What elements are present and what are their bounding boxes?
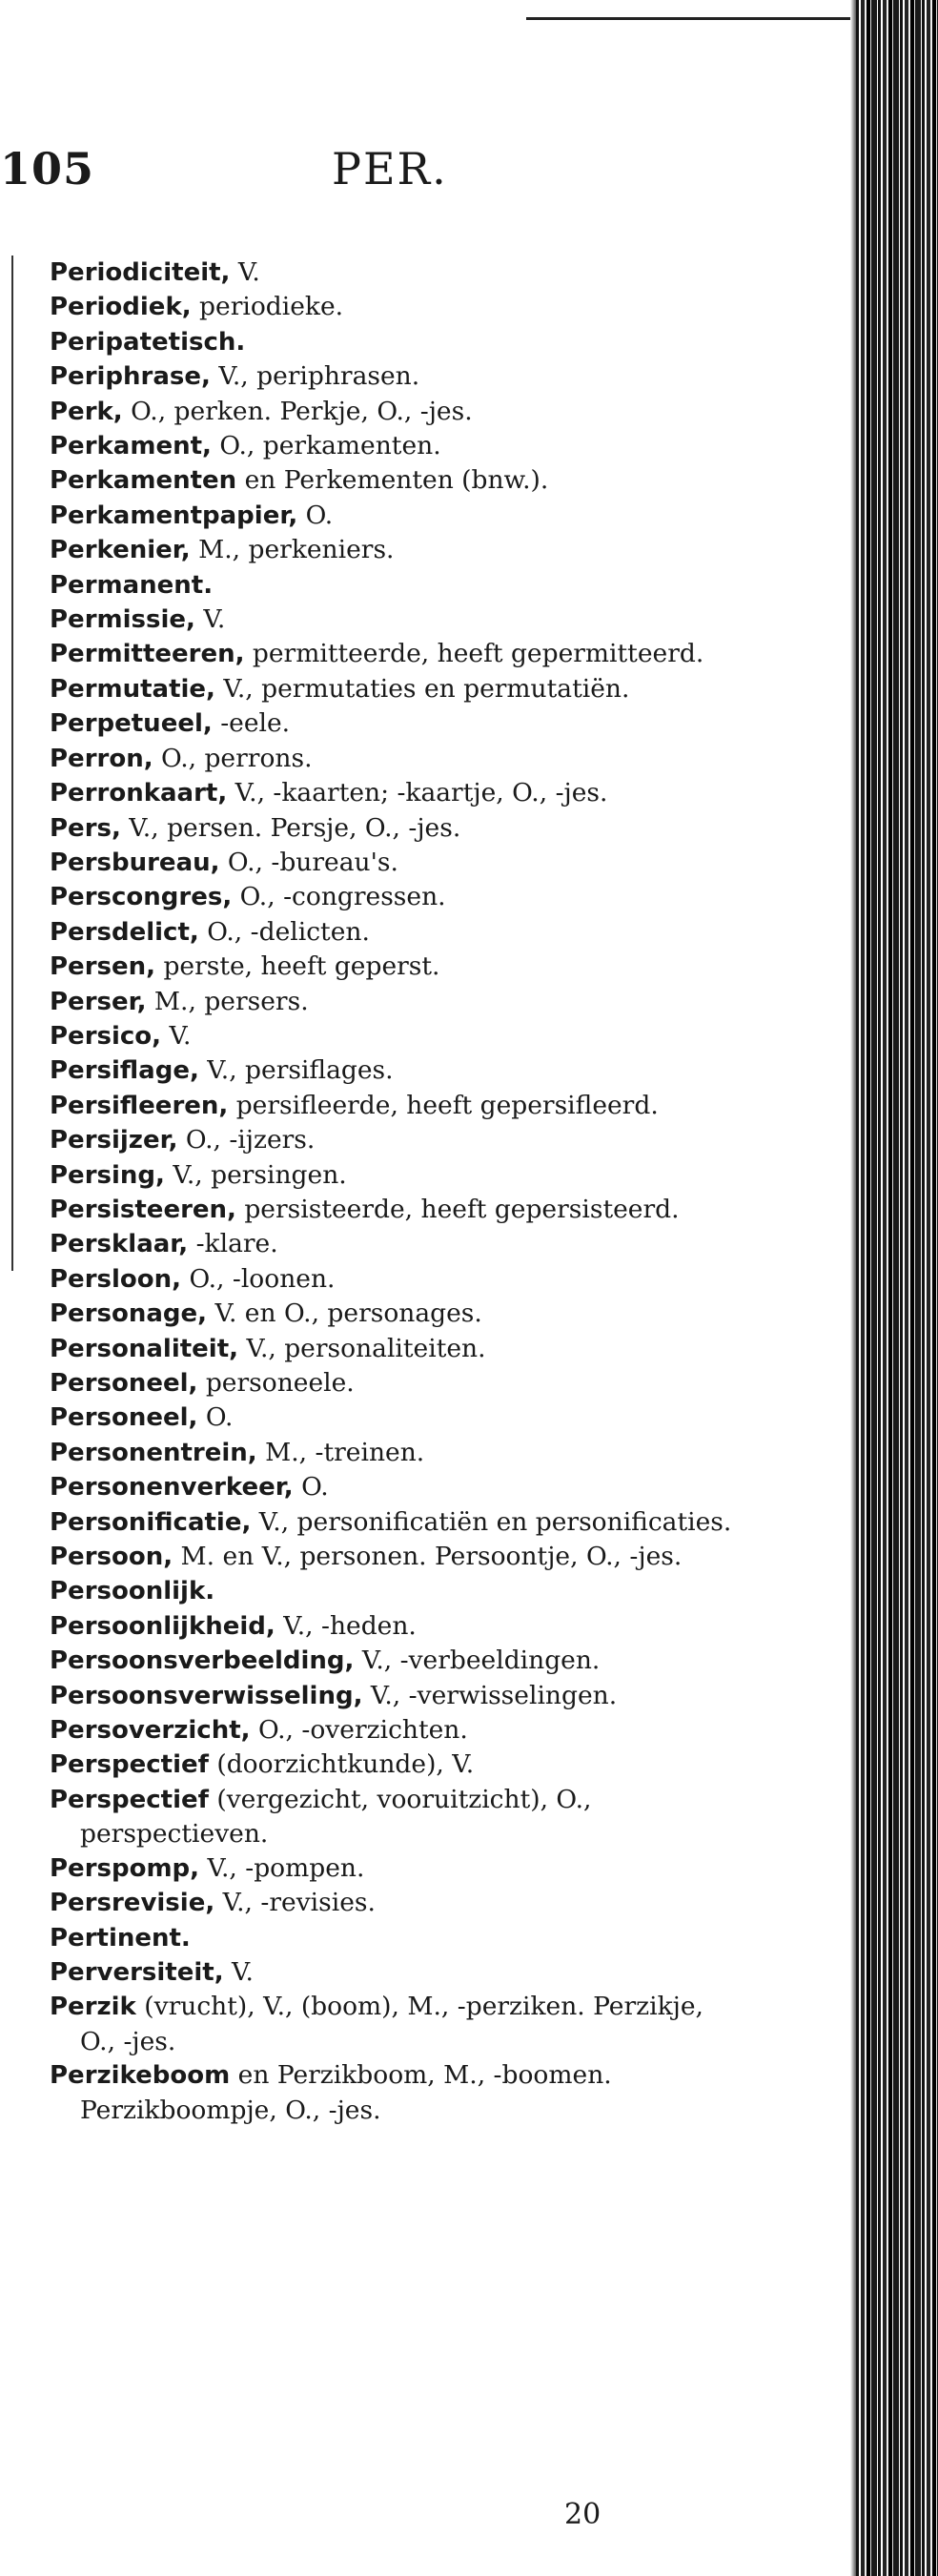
- entry-definition: V., -verbeeldingen.: [354, 1646, 601, 1676]
- dictionary-entry: [50, 1644, 736, 1678]
- dictionary-entry: [50, 359, 736, 394]
- dictionary-entry: [50, 915, 736, 950]
- entry-definition: M., -treinen.: [256, 1437, 425, 1467]
- entry-headword: Perzikeboom: [50, 2061, 231, 2091]
- dictionary-entry: [50, 568, 736, 603]
- entry-definition: O., -ijzers.: [177, 1125, 316, 1155]
- dictionary-entry: [50, 811, 736, 846]
- dictionary-entry: [50, 1366, 736, 1400]
- entry-definition: persifleerde, heeft gepersifleerd.: [228, 1090, 659, 1120]
- entry-headword: Permissie,: [50, 605, 195, 635]
- dictionary-entry: [50, 1574, 736, 1608]
- entry-headword: Pertinent.: [50, 1923, 191, 1952]
- entry-definition: O., -bureau's.: [219, 847, 398, 877]
- entry-headword: Permitteeren,: [50, 640, 245, 669]
- dictionary-entry: [50, 1748, 736, 1782]
- entry-headword: Persiflage,: [50, 1056, 199, 1086]
- page-number: 105: [0, 143, 95, 194]
- dictionary-entry: [50, 1851, 736, 1886]
- entry-definition: (vrucht), V., (boom), M., -perziken. Perzikje, O., -jes.: [80, 1992, 704, 2056]
- entry-definition: -eele.: [212, 708, 291, 739]
- entry-definition: V., persen. Persje, O., -jes.: [120, 812, 461, 843]
- entry-headword: Personeel,: [50, 1369, 198, 1398]
- dictionary-entry: [50, 499, 736, 533]
- entry-definition: personeele.: [197, 1368, 355, 1398]
- dictionary-entry: [50, 672, 736, 706]
- entry-headword: Perkamenten: [50, 466, 237, 496]
- dictionary-entry: [50, 1123, 736, 1157]
- entry-headword: Persoonlijk.: [50, 1577, 215, 1606]
- dictionary-entry: [50, 1227, 736, 1261]
- dictionary-entry: [50, 1297, 736, 1331]
- dictionary-entry: [50, 846, 736, 880]
- signature-mark: 20: [564, 2498, 602, 2531]
- entry-definition: V.: [223, 1956, 254, 1987]
- entry-headword: Persico,: [50, 1021, 162, 1051]
- dictionary-entry: [50, 429, 736, 463]
- entry-headword: Personenverkeer,: [50, 1473, 294, 1503]
- dictionary-entry: [50, 776, 736, 810]
- entry-headword: Periphrase,: [50, 362, 211, 392]
- entry-headword: Perversiteit,: [50, 1957, 224, 1987]
- dictionary-entry: [50, 1921, 736, 1955]
- entry-definition: O., perken. Perkje, O., -jes.: [122, 396, 473, 426]
- entry-headword: Perkamentpapier,: [50, 501, 298, 530]
- dictionary-entry: [50, 395, 736, 429]
- entry-headword: Perkenier,: [50, 536, 191, 565]
- entry-definition: M. en V., personen. Persoontje, O., -jes.: [173, 1542, 683, 1572]
- dictionary-entry: [50, 1436, 736, 1470]
- dictionary-entry: [50, 1089, 736, 1123]
- entry-definition: V., permutaties en permutatiën.: [214, 673, 630, 704]
- entry-headword: Persisteeren,: [50, 1195, 236, 1224]
- entry-headword: Perkament,: [50, 432, 212, 461]
- dictionary-entry: [50, 463, 736, 498]
- entry-headword: Perspectief: [50, 1785, 209, 1814]
- entry-headword: Persrevisie,: [50, 1889, 215, 1918]
- entry-headword: Permanent.: [50, 570, 214, 600]
- top-rule: [526, 17, 869, 20]
- dictionary-entry: [50, 950, 736, 984]
- entry-definition: V.: [161, 1020, 192, 1051]
- dictionary-entry: [50, 325, 736, 359]
- dictionary-entry: [50, 1679, 736, 1713]
- entry-headword: Personentrein,: [50, 1438, 257, 1467]
- entry-headword: Persing,: [50, 1160, 165, 1190]
- dictionary-entry: [50, 1470, 736, 1504]
- entry-headword: Persloon,: [50, 1264, 182, 1294]
- entry-definition: M., persers.: [146, 986, 309, 1016]
- entry-definition: en Perkementen (bnw.).: [236, 465, 549, 496]
- entry-headword: Periodiciteit,: [50, 258, 231, 287]
- entry-headword: Persoonsverwisseling,: [50, 1681, 363, 1710]
- margin-rule: [11, 256, 13, 1271]
- entry-headword: Persklaar,: [50, 1230, 189, 1259]
- entry-definition: O., -overzichten.: [250, 1715, 468, 1746]
- entry-definition: O., -congressen.: [232, 882, 446, 912]
- entry-headword: Pers,: [50, 813, 121, 843]
- dictionary-entry: [50, 637, 736, 671]
- entry-headword: Persoonlijkheid,: [50, 1611, 275, 1641]
- dictionary-entry: [50, 1053, 736, 1088]
- entry-definition: perste, heeft geperst.: [155, 951, 440, 982]
- entry-headword: Personeel,: [50, 1403, 198, 1433]
- dictionary-entry: [50, 1955, 736, 1990]
- entry-definition: V., -pompen.: [199, 1852, 365, 1883]
- entry-headword: Perser,: [50, 987, 147, 1016]
- entry-definition: M., perkeniers.: [190, 535, 395, 565]
- entry-definition: (vergezicht, vooruitzicht), O., perspectieven.: [80, 1784, 592, 1850]
- entry-definition: persisteerde, heeft gepersisteerd.: [235, 1194, 680, 1224]
- entry-definition: O.: [297, 500, 334, 530]
- entry-definition: V., -kaarten; -kaartje, O., -jes.: [227, 778, 608, 808]
- entry-definition: V.: [230, 257, 260, 287]
- entry-definition: V., personaliteiten.: [238, 1333, 486, 1363]
- entry-headword: Perspectief: [50, 1750, 209, 1780]
- dictionary-entry: [50, 1332, 736, 1366]
- dictionary-entry: [50, 256, 736, 290]
- entry-headword: Periodiek,: [50, 293, 192, 322]
- dictionary-entry: [50, 2058, 736, 2127]
- dictionary-entry: [50, 1158, 736, 1193]
- entry-headword: Perronkaart,: [50, 779, 228, 808]
- dictionary-entry: [50, 533, 736, 567]
- dictionary-entries: [50, 256, 736, 2127]
- entry-definition: V., periphrasen.: [210, 361, 420, 392]
- entry-headword: Persoverzicht,: [50, 1716, 251, 1746]
- entry-headword: Personage,: [50, 1299, 208, 1329]
- dictionary-entry: [50, 290, 736, 324]
- entry-headword: Personificatie,: [50, 1507, 252, 1537]
- dictionary-entry: [50, 1400, 736, 1435]
- entry-definition: V., persiflages.: [198, 1055, 394, 1086]
- entry-definition: V., -verwisselingen.: [362, 1680, 618, 1710]
- dictionary-entry: [50, 1713, 736, 1748]
- entry-definition: periodieke.: [191, 292, 344, 322]
- dictionary-entry: [50, 1193, 736, 1227]
- entry-headword: Persbureau,: [50, 848, 220, 877]
- entry-headword: Persoonsverbeelding,: [50, 1646, 355, 1676]
- entry-definition: (doorzichtkunde), V.: [208, 1749, 475, 1780]
- entry-headword: Persifleeren,: [50, 1091, 229, 1120]
- book-binding: [856, 0, 938, 2576]
- entry-definition: O., perkamenten.: [211, 431, 441, 461]
- entry-definition: V. en O., personages.: [207, 1298, 482, 1329]
- entry-definition: O., -loonen.: [181, 1263, 336, 1294]
- entry-definition: permitteerde, heeft gepermitteerd.: [244, 639, 704, 669]
- entry-headword: Perk,: [50, 397, 123, 426]
- dictionary-entry: [50, 985, 736, 1019]
- entry-headword: Perron,: [50, 744, 153, 773]
- dictionary-entry: [50, 1505, 736, 1540]
- entry-headword: Perspomp,: [50, 1853, 200, 1883]
- dictionary-entry: [50, 1262, 736, 1297]
- running-head: PER.: [332, 143, 448, 194]
- entry-definition: V., personificatiën en personificaties.: [251, 1506, 732, 1537]
- entry-definition: O., -delicten.: [198, 916, 370, 947]
- dictionary-entry: [50, 742, 736, 776]
- dictionary-entry: [50, 1783, 736, 1851]
- entry-definition: O.: [197, 1402, 234, 1433]
- entry-definition: V., persingen.: [164, 1159, 347, 1190]
- dictionary-entry: [50, 1540, 736, 1574]
- entry-headword: Perpetueel,: [50, 709, 213, 739]
- entry-headword: Perscongres,: [50, 883, 233, 912]
- entry-headword: Persijzer,: [50, 1126, 178, 1155]
- entry-headword: Perzik: [50, 1993, 136, 2022]
- entry-definition: O.: [293, 1472, 329, 1503]
- entry-definition: -klare.: [188, 1229, 278, 1259]
- dictionary-entry: [50, 1019, 736, 1053]
- dictionary-entry: [50, 1886, 736, 1920]
- entry-headword: Permutatie,: [50, 674, 215, 704]
- entry-headword: Personaliteit,: [50, 1334, 239, 1363]
- entry-definition: en Perzikboom, M., -boomen. Perzikboompje, O., -jes.: [80, 2060, 612, 2125]
- entry-headword: Persoon,: [50, 1543, 173, 1572]
- dictionary-entry: [50, 706, 736, 741]
- entry-headword: Persdelict,: [50, 917, 199, 947]
- dictionary-entry: [50, 880, 736, 914]
- entry-definition: O., perrons.: [153, 743, 313, 773]
- dictionary-entry: [50, 1990, 736, 2058]
- entry-definition: V.: [194, 604, 226, 635]
- entry-headword: Peripatetisch.: [50, 327, 246, 357]
- entry-headword: Persen,: [50, 952, 156, 982]
- entry-definition: V., -revisies.: [214, 1888, 376, 1918]
- dictionary-entry: [50, 603, 736, 637]
- entry-definition: V., -heden.: [275, 1610, 417, 1641]
- dictionary-entry: [50, 1609, 736, 1644]
